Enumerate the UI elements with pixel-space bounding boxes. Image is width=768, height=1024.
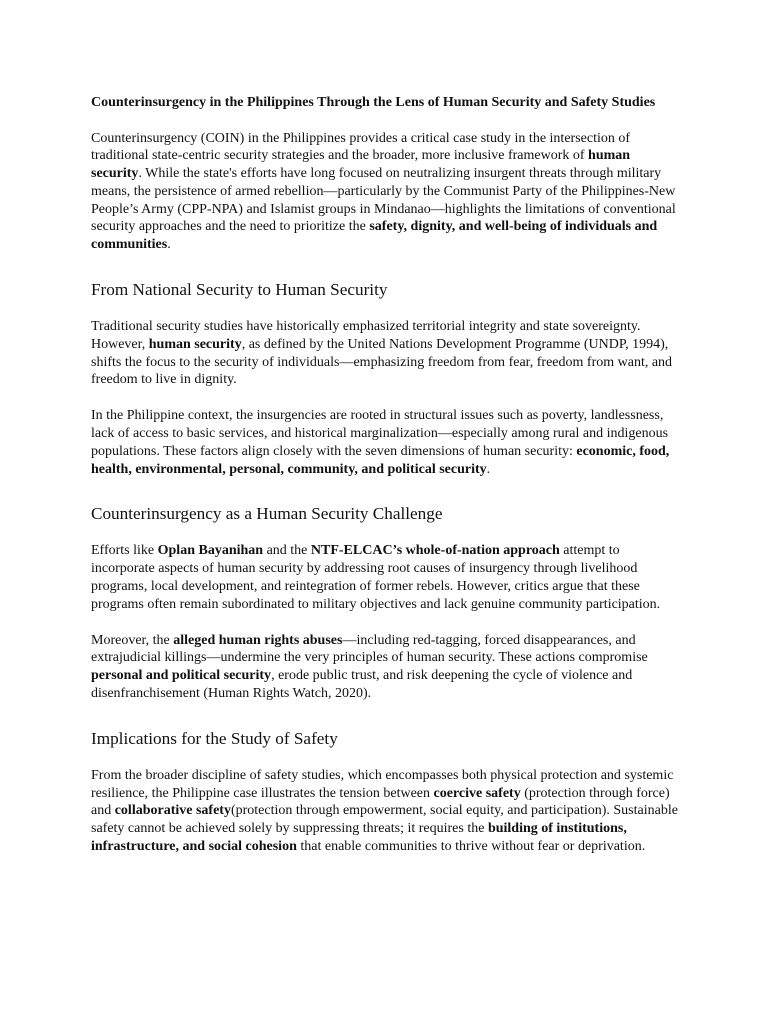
text-run: attempt to incorporate aspects of human security by addressing root causes of insurgency through livelihood programs, local development, and reintegration of former rebels. However, critics argue that these programs often remain subordinated to military objectives and lack genuine community participation. (91, 543, 661, 612)
section-heading: From National Security to Human Security (91, 280, 388, 300)
body-paragraph (91, 632, 680, 703)
text-run: . (486, 461, 491, 477)
text-run: . (167, 237, 171, 253)
text-run: (protection through empowerment, social equity, and participation). Sustainable safety cannot be achieved solely by suppressing threats; it requires the (91, 803, 678, 837)
text-run: From the broader discipline of safety studies, which encompasses both physical protection and systemic resilience, the Philippine case illustrates the tension between (91, 767, 674, 801)
text-run: , erode public trust, and risk deepening the cycle of violence and disenfranchisement (Human Rights Watch, 2020). (91, 668, 633, 702)
text-run: Traditional security studies have historically emphasized territorial integrity and state sovereignty. However, (91, 319, 641, 352)
document-body (91, 130, 680, 856)
text-run: Efforts like (91, 543, 158, 559)
bold-text: coercive safety (433, 785, 521, 801)
text-run: Counterinsurgency (COIN) in the Philippines provides a critical case study in the intersection of traditional state-centric security strategies and the broader, more inclusive framework of (91, 130, 631, 164)
text-run: that enable communities to thrive without fear or deprivation. (296, 839, 646, 855)
body-paragraph (91, 542, 680, 613)
text-run: . While the state's efforts have long focused on neutralizing insurgent threats through military means, the persistence of armed rebellion—particularly by the Communist Party of the Philippines-New People’s Army (CPP-NPA) and Islamist groups in Mindanao—highlights the limitations of conventional security approaches and the need to prioritize the (91, 166, 676, 235)
text-run: —including red-tagging, forced disappearances, and extrajudicial killings—undermine the very principles of human security. These actions compromise (91, 632, 648, 666)
bold-text: safety, dignity, and well-being of individuals and communities (91, 219, 658, 253)
bold-text: Oplan Bayanihan (157, 543, 264, 559)
body-paragraph (91, 767, 680, 856)
bold-text: human security (148, 336, 242, 352)
bold-text: economic, food, health, environmental, personal, community, and political security (91, 443, 670, 477)
bold-text: NTF-ELCAC’s whole-of-nation approach (310, 543, 560, 559)
bold-text: collaborative safety (114, 803, 231, 819)
bold-text: personal and political security (91, 668, 272, 684)
body-paragraph (91, 130, 680, 255)
text-run: , as defined by the United Nations Development Programme (UNDP, 1994), shifts the focus to the security of individuals—emphasizing freedom from fear, freedom from want, and freedom to live in dignity. (91, 336, 673, 388)
text-run: and the (263, 543, 311, 559)
document-title: Counterinsurgency in the Philippines Through the Lens of Human Security and Safety Studies (91, 95, 656, 110)
bold-text: human security (91, 148, 631, 182)
text-run: (protection through force) and (91, 785, 670, 819)
bold-text: alleged human rights abuses (173, 632, 343, 648)
text-run: In the Philippine context, the insurgencies are rooted in structural issues such as poverty, landlessness, lack of access to basic services, and historical marginalization—especially among rural and indigenous populations. These factors align closely with the seven dimensions of human security: (91, 408, 669, 459)
bold-text: building of institutions, infrastructure, and social cohesion (91, 821, 627, 855)
section-heading: Counterinsurgency as a Human Security Challenge (91, 504, 443, 524)
section-heading: Implications for the Study of Safety (91, 728, 338, 748)
body-paragraph (91, 318, 680, 389)
text-run: Moreover, the (91, 632, 174, 648)
body-paragraph (91, 407, 680, 478)
